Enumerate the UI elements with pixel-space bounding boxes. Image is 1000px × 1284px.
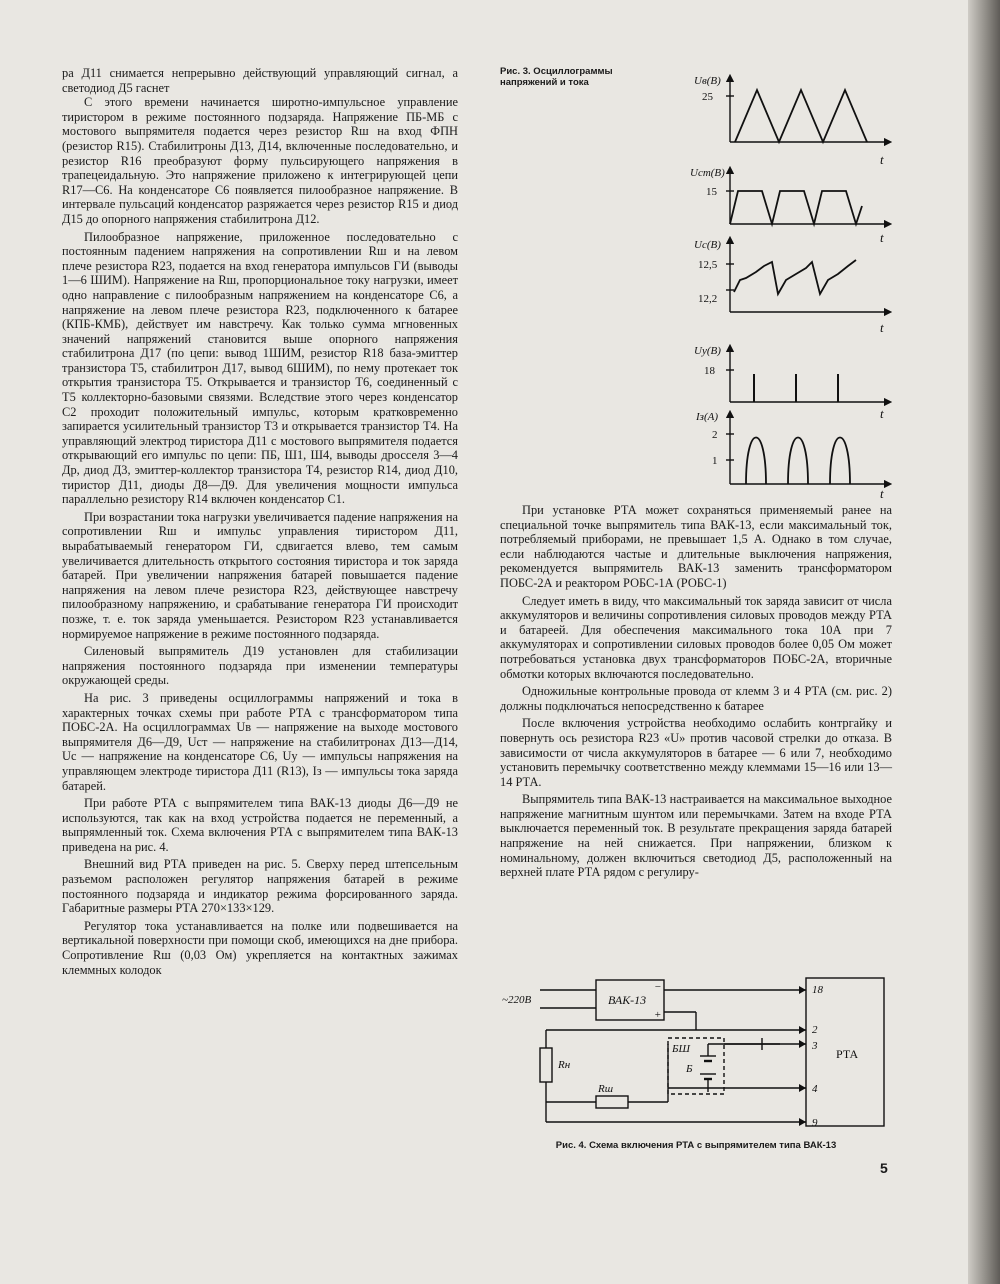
paragraph: Силеновый выпрямитель Д19 установлен для стабилизации напряжения постоянного подзаряда при изменении температуры окружающей среды. (62, 644, 458, 688)
paragraph: При работе РТА с выпрямителем типа ВАК-13 диоды Д6—Д9 не используются, так как на вход устройства подается не переменный, а выпрямленный ток. Схема включения РТА с выпрямителем типа ВАК-13 приведена на рис. 4. (62, 796, 458, 854)
figure-4-schematic (500, 968, 892, 1138)
tick-label: 15 (706, 186, 717, 198)
terminal-label: 9 (812, 1117, 818, 1129)
t-axis-label: t (880, 320, 884, 335)
terminal-label: 3 (812, 1040, 818, 1052)
panel-label-ust: Uст(В) (690, 167, 725, 179)
left-text-column (62, 66, 458, 977)
paragraph: При установке РТА может сохраняться применяемый ранее на специальной точке выпрямитель типа ВАК-13, если максимальный ток, потребляемый приборами, не превышает 1,5 А. Однако в том случае, если наблюдаются частые и длительные выключения напряжения, рекомендуется выпрямитель ВАК-13 заменить трансформатором ПОБС-2А и реактором РОБС-1А (РОБС-1) (500, 503, 892, 590)
figure-3-caption: Рис. 3. Осциллограммы напряжений и тока (500, 66, 613, 88)
tick-label: 12,5 (698, 259, 718, 271)
paragraph: Внешний вид РТА приведен на рис. 5. Сверху перед штепсельным разъемом расположен регулятор напряжения батарей в режиме постоянного подзаряда и индикатор режима форсированного заряда. Габаритные размеры РТА 270×133×129. (62, 857, 458, 916)
t-axis-label: t (880, 406, 884, 421)
terminal-label: 4 (812, 1083, 818, 1095)
minus-label: − (654, 981, 662, 993)
paragraph: При возрастании тока нагрузки увеличивается падение напряжения на сопротивлении Rш и импульс управления тиристором Д11, вырабатываемый генератором ГИ, сдвигается влево, тем самым увеличивается длительность открытого состояния тиристора и ток заряда батарей. При увеличении напряжения батарей повышается падение напряжения на левом плече резистора R23, действующее навстречу пилообразному напряжению, и срабатывание генератора ГИ происходит позже, т. е. ток заряда уменьшается. Резистором R23 устанавливается нормируемое напряжение в режиме постоянного подзаряда. (62, 509, 458, 641)
plus-label: + (654, 1009, 662, 1021)
source-label: ~220В (502, 994, 532, 1006)
figure-3-oscillograms (680, 66, 900, 500)
tick-label: 18 (704, 365, 715, 377)
paragraph: Одножильные контрольные провода от клемм 3 и 4 РТА (см. рис. 2) должны подключаться непосредственно к батарее (500, 684, 892, 713)
rn-label: Rн (558, 1059, 571, 1071)
t-axis-label: t (880, 152, 884, 167)
paragraph: Следует иметь в виду, что максимальный ток заряда зависит от числа аккумуляторов и величины сопротивления силовых проводов между РТА и батареей. Для обеспечения максимального тока 10А при 7 аккумуляторах и сопротивлении силовых проводов более 0,05 Ом может потребоваться установка двух трансформаторов ПОБС-2А, вторичные обмотки которых включаются последовательно. (500, 593, 892, 681)
figure-4-caption: Рис. 4. Схема включения РТА с выпрямителем типа ВАК-13 (555, 1140, 837, 1151)
rsh-label: Rш (598, 1083, 614, 1095)
rectifier-label: ВАК-13 (608, 993, 647, 1007)
t-axis-label: t (880, 230, 884, 245)
battery-label: Б (686, 1063, 693, 1075)
page-edge-shadow (968, 0, 1000, 1284)
tick-label: 25 (702, 91, 713, 103)
paragraph: ра Д11 снимается непрерывно действующий управляющий сигнал, а светодиод Д5 гаснет (62, 66, 458, 95)
panel-label-uc: Uс(В) (694, 239, 721, 251)
tick-label: 2 (712, 429, 718, 441)
paragraph: После включения устройства необходимо ослабить контргайку и повернуть ось резистора R23 «U» против часовой стрелки до отказа. В зависимости от числа аккумуляторов в батарее — 6 или 7, необходимо установить перемычку соответственно между клеммами 15—16 или 13—14 РТА. (500, 716, 892, 789)
paragraph: С этого времени начинается широтно-импульсное управление тиристором в режиме постоянного подзаряда. Напряжение ПБ-МБ с мостового выпрямителя подается через резистор Rш на вход ФПН (резистор R15). Стабилитроны Д13, Д14, включенные последовательно, и резистор R16 преобразуют форму пульсирующего напряжения в трапецеидальную. Это напряжение приложено к интегрирующей цепи R17—С6. На конденсаторе С6 появляется пилообразное напряжение. В интервале пульсаций конденсатор разряжается через резистор R15 и диод Д15 до опорного напряжения стабилитрона Д12. (62, 95, 458, 226)
terminal-label: 2 (812, 1024, 818, 1036)
paragraph: Выпрямитель типа ВАК-13 настраивается на максимальное выходное напряжение магнитным шунтом или перемычками. Затем на входе РТА выключается переменный ток. В результате прекращения заряда батарей напряжение на ней снижается. При напряжении, близком к номинальному, должен включиться светодиод Д5, расположенный на верхней плате РТА рядом с регулиру- (500, 792, 892, 880)
right-text-column (500, 503, 892, 880)
panel-label-uy: Uу(В) (694, 345, 721, 357)
paragraph: Пилообразное напряжение, приложенное последовательно с постоянным падением напряжения на сопротивлении Rш и на левом плече резистора R23, подается на вход генератора импульсов ГИ (выводы 1—6 ШИМ). Напряжение на Rш, пропорциональное току нагрузки, имеет одно направление с пилообразным напряжением на конденсаторе С6, а напряжение на левом плече резистора R23, подключенного к батарее (КПБ-КМБ), действует им навстречу. Как только сумма мгновенных значений напряжений становится выше опорного напряжения стабилитрона Д17 (по цепи: вывод 1ШИМ, резистор R18 база-эмиттер транзистора Т5, стабилитрон Д17, вывод 6ШИМ), по нему протекает ток открытия транзистора Т5. Открывается и транзистор Т6, соединенный с Т5 коллекторно-базовыми связями. Вследствие этого через конденсатор С2 проходит положительный импульс, которым кратковременно запирается усилительный транзистор Т3 и открывается транзистор Т4. На управляющий электрод тиристора Д11 с мостового выпрямителя подается открывающий его импульс по цепи: ПБ, Ш1, Ш4, выводы дросселя 3—4 Др, диод Д3, эмиттер-коллектор транзистора Т4, резистор R14, диод Д10, тиристор Д11, диоды Д8—Д9. Для увеличения мощности импульса параллельно резистору R14 включен конденсатор С1. (62, 229, 458, 507)
tick-label: 1 (712, 455, 718, 467)
rta-label: РТА (836, 1047, 859, 1061)
paragraph: На рис. 3 приведены осциллограммы напряжений и тока в характерных точках схемы при работе РТА с трансформатором типа ПОБС-2А. На осциллограммах Uв — напряжение на выходе мостового выпрямителя Д6—Д9, Uст — напряжение на стабилитронах Д13—Д14, Uс — напряжение на конденсаторе С6, Uу — импульсы напряжения на управляющем электроде тиристора Д11 (R13), Iз — импульсы тока заряда батарей. (62, 690, 458, 793)
page-number: 5 (880, 1160, 888, 1176)
panel-label-iz: Iз(А) (696, 411, 718, 423)
tick-label: 12,2 (698, 293, 718, 305)
t-axis-label: t (880, 486, 884, 500)
terminal-label: 18 (812, 984, 823, 996)
panel-label-ub: Uв(В) (694, 75, 721, 87)
paragraph: Регулятор тока устанавливается на полке или подвешивается на вертикальной поверхности при помощи скоб, имеющихся на дне прибора. Сопротивление Rш (0,03 Ом) укрепляется на контактных зажимах клеммных колодок (62, 918, 458, 977)
battery-box-label: БШ (672, 1043, 690, 1055)
